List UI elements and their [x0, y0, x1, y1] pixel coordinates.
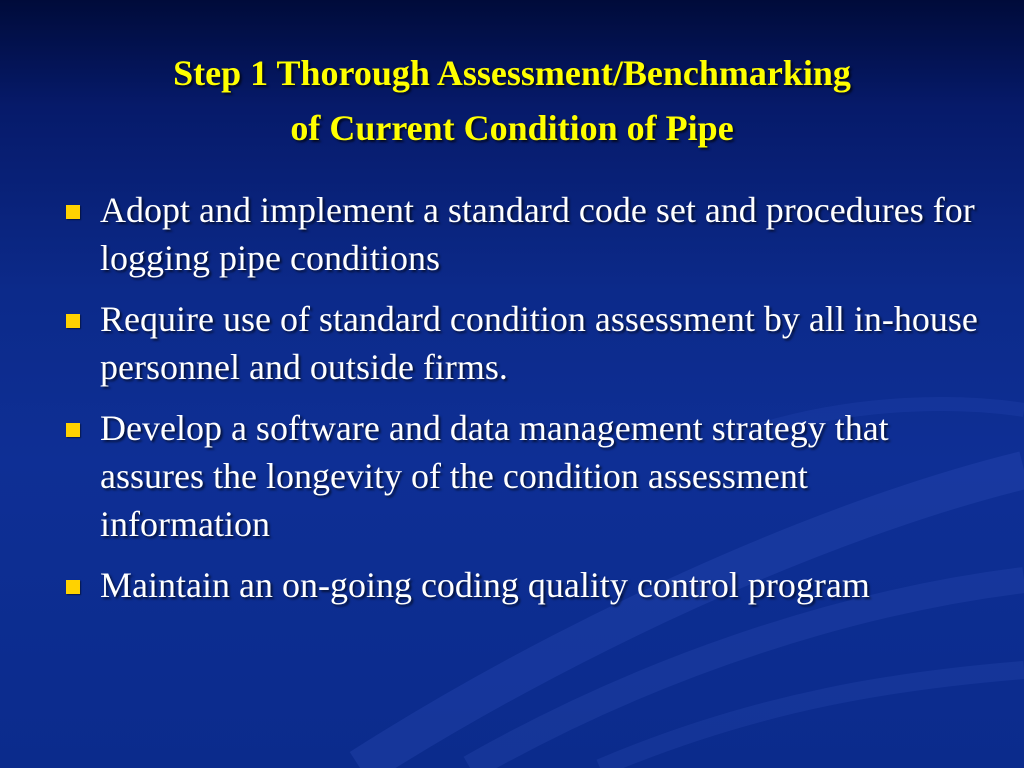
- square-bullet-icon: [66, 423, 80, 437]
- slide-title-line-2: of Current Condition of Pipe: [290, 108, 734, 148]
- square-bullet-icon: [66, 314, 80, 328]
- square-bullet-icon: [66, 205, 80, 219]
- slide-title-line-1: Step 1 Thorough Assessment/Benchmarking: [173, 53, 851, 93]
- bullet-text: Require use of standard condition assessment by all in-house personnel and outside firms.: [100, 299, 978, 387]
- bullet-list: [66, 186, 986, 622]
- bullet-item-standard-assessment: [66, 295, 986, 391]
- bullet-text: Develop a software and data management strategy that assures the longevity of the condition assessment information: [100, 408, 889, 544]
- bullet-text: Adopt and implement a standard code set and procedures for logging pipe conditions: [100, 190, 975, 278]
- slide-title: [40, 46, 984, 156]
- square-bullet-icon: [66, 580, 80, 594]
- bullet-item-standard-code-set: [66, 186, 986, 282]
- bullet-text: Maintain an on-going coding quality control program: [100, 565, 870, 605]
- bullet-item-software-strategy: [66, 404, 986, 548]
- bullet-item-quality-control: [66, 561, 986, 609]
